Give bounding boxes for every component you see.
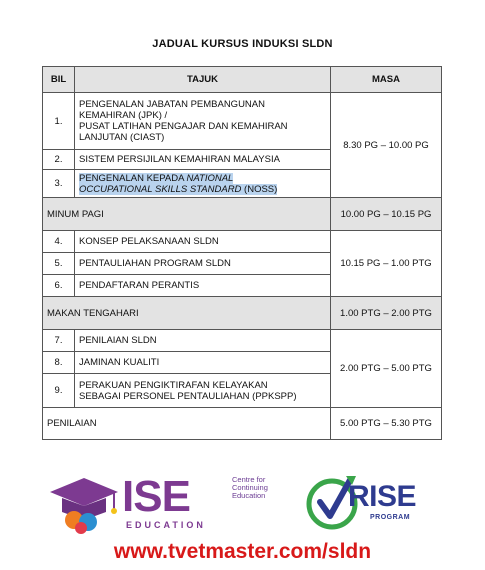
row-number: 6. (43, 275, 75, 297)
cce-line: Education (232, 491, 266, 500)
education-logo-text: EDUCATION (126, 520, 206, 530)
break-label: MINUM PAGI (43, 198, 331, 231)
table-row (43, 330, 442, 352)
topic-line: KEMAHIRAN (JPK) / (79, 110, 168, 121)
topic-line: LANJUTAN (CIAST) (79, 132, 165, 143)
topic-line: PERAKUAN PENGIKTIRAFAN KELAYAKAN (79, 379, 268, 391)
ise-logo-text: ISE (122, 472, 190, 521)
row-topic (75, 374, 331, 408)
rise-program-text: PROGRAM (370, 514, 411, 521)
website-url[interactable]: www.tvetmaster.com/sldn (113, 540, 372, 563)
break-time: 10.00 PG – 10.15 PG (331, 198, 442, 231)
header-tajuk: TAJUK (75, 67, 331, 93)
row-number: 1. (43, 93, 75, 150)
table-row (43, 231, 442, 253)
row-topic: PENDAFTARAN PERANTIS (75, 275, 331, 297)
row-time: 2.00 PTG – 5.00 PTG (331, 330, 442, 408)
graduation-cap-icon (48, 476, 120, 534)
row-number: 2. (43, 150, 75, 170)
cce-logo (232, 476, 268, 500)
header-masa: MASA (331, 67, 442, 93)
topic-line: PUSAT LATIHAN PENGAJAR DAN KEMAHIRAN (79, 121, 288, 132)
row-topic (75, 93, 331, 150)
row-number: 3. (43, 170, 75, 198)
cce-line: Continuing (232, 483, 268, 492)
break-time: 1.00 PTG – 2.00 PTG (331, 297, 442, 330)
row-number: 7. (43, 330, 75, 352)
topic-text: (NOSS) (241, 183, 278, 195)
page-title: JADUAL KURSUS INDUKSI SLDN (152, 38, 333, 50)
rise-logo-text: RISE (348, 480, 417, 513)
cce-line: Centre for (232, 475, 266, 484)
logo-strip (0, 470, 485, 540)
table-row (43, 93, 442, 150)
row-topic: SISTEM PERSIJILAN KEMAHIRAN MALAYSIA (75, 150, 331, 170)
row-number: 5. (43, 253, 75, 275)
schedule-table (42, 66, 442, 440)
topic-text: PENGENALAN KEPADA (79, 172, 187, 184)
break-row-minum (43, 198, 442, 231)
table-header-row (43, 67, 442, 93)
row-topic: JAMINAN KUALITI (75, 352, 331, 374)
break-label: MAKAN TENGAHARI (43, 297, 331, 330)
row-topic: KONSEP PELAKSANAAN SLDN (75, 231, 331, 253)
topic-text-italic: OCCUPATIONAL SKILLS STANDARD (79, 183, 242, 195)
topic-line: PENGENALAN JABATAN PEMBANGUNAN (79, 99, 265, 110)
break-row-makan (43, 297, 442, 330)
row-time: 5.00 PTG – 5.30 PTG (331, 408, 442, 440)
row-number: 9. (43, 374, 75, 408)
row-number: 8. (43, 352, 75, 374)
row-topic (75, 170, 331, 198)
row-time: 8.30 PG – 10.00 PG (331, 93, 442, 198)
header-bil: BIL (43, 67, 75, 93)
row-time: 10.15 PG – 1.00 PTG (331, 231, 442, 297)
table-row-penilaian (43, 408, 442, 440)
row-topic: PENILAIAN SLDN (75, 330, 331, 352)
topic-line: SEBAGAI PERSONEL PENTAULIAHAN (PPKSPP) (79, 390, 297, 402)
row-number: 4. (43, 231, 75, 253)
row-topic: PENTAULIAHAN PROGRAM SLDN (75, 253, 331, 275)
topic-text-italic: NATIONAL (186, 172, 234, 184)
row-label: PENILAIAN (43, 408, 331, 440)
